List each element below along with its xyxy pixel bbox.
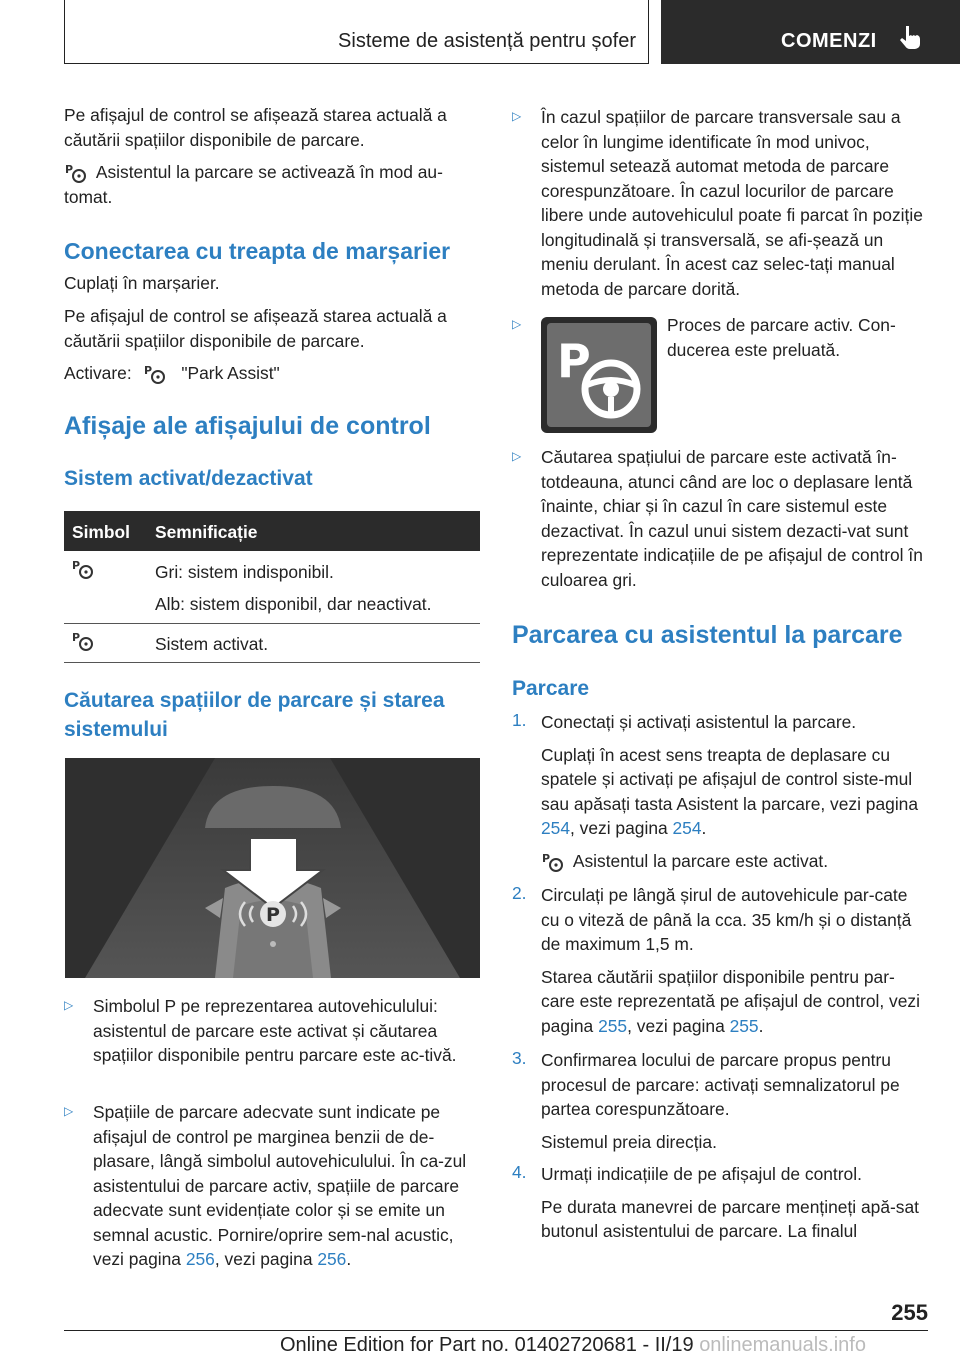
bullet-text: Spațiile de parcare adecvate sunt indicate pe afișajul de control pe marginea benzii de de-plasare, lângă simbolul autovehiculului. În ca-zul asistentului de parcare activ, spațiile de parcare adecvate sunt evidențiate color și se emite un semnal acustic. Pornire/oprire sem-nal acustic, vezi pagina 256, vezi pagina 256. xyxy=(93,1102,467,1269)
p-letter: P xyxy=(557,334,591,388)
symbol-table-header xyxy=(64,511,480,551)
park-assist-icon xyxy=(541,851,569,873)
step-text: Confirmarea locului de parcare propus pentru procesul de parcare: activați semnalizatorul pe partea corespunzătoare. xyxy=(541,1050,900,1119)
parking-display-illustration xyxy=(65,758,480,978)
hand-pointer-icon xyxy=(897,24,923,50)
header-section-title: Sisteme de asistență pentru șofer xyxy=(338,30,636,52)
header-section-box xyxy=(64,0,649,64)
bullet-text: Simbolul P pe reprezentarea autovehiculului: asistentul de parcare este activat și căutarea spațiilor disponibile pentru parcare este ac-tivă. xyxy=(93,996,457,1065)
step-text: Circulați pe lângă șirul de autovehicule par-cate cu o viteză de până la cca. 35 km/h și o distanță de maximum 1,5 m. xyxy=(541,885,912,954)
reverse-instruction: Cuplați în marșarier. xyxy=(64,273,220,293)
svg-text:P: P xyxy=(72,559,81,572)
row1-gray: Gri: sistem indisponibil. xyxy=(155,562,334,582)
page-link[interactable]: 254 xyxy=(541,818,571,838)
heading-displays: Afișaje ale afișajului de control xyxy=(64,412,431,440)
auto-activation-note xyxy=(64,160,480,209)
heading-system-status: Sistem activat/dezactivat xyxy=(64,467,313,490)
intro-paragraph: Pe afișajul de control se afișează starea actuală a căutării spațiilor disponibile de parcare. xyxy=(64,105,447,150)
activation-label: Activare: xyxy=(64,363,132,383)
step-4 xyxy=(512,1162,928,1244)
list-item xyxy=(512,445,928,592)
reverse-status-paragraph: Pe afișajul de control se afișează starea actuală a căutării spațiilor disponibile de parcare. xyxy=(64,306,447,351)
heading-reverse: Conectarea cu treapta de marșarier xyxy=(64,238,451,264)
footer-watermark: onlinemanuals.info xyxy=(699,1334,866,1356)
svg-text:P: P xyxy=(542,851,551,865)
page-link[interactable]: 256 xyxy=(185,1249,215,1269)
table-bottom-rule xyxy=(64,662,480,663)
p-letter: P xyxy=(266,904,280,926)
park-assist-icon xyxy=(71,558,99,580)
svg-text:P: P xyxy=(72,631,81,644)
header-chapter-tab xyxy=(661,0,960,64)
col-meaning: Semnificație xyxy=(155,522,258,542)
step-detail: Pe durata manevrei de parcare mențineți apă-sat butonul asistentului de parcare. La finalul xyxy=(541,1196,919,1241)
step-1 xyxy=(512,710,928,873)
page-link[interactable]: 255 xyxy=(598,1015,628,1036)
svg-text:P: P xyxy=(65,163,74,177)
step-detail: Starea căutării spațiilor disponibile pentru par-care este reprezentată pe afișajul de control, vezi pagina 255, vezi pagina 255. xyxy=(541,966,920,1036)
list-item xyxy=(64,1100,480,1272)
park-assist-active-icon xyxy=(71,630,99,652)
page-link[interactable]: 256 xyxy=(317,1249,347,1269)
step-text: Urmați indicațiile de pe afișajul de control. xyxy=(541,1164,862,1184)
step-number: 4. xyxy=(512,1162,527,1182)
footer-rule xyxy=(64,1330,928,1331)
heading-parking: Parcarea cu asistentul la parcare xyxy=(512,621,903,649)
row2-active: Sistem activat. xyxy=(155,634,269,654)
step-detail: Sistemul preia direcția. xyxy=(541,1131,717,1152)
bullet-text: Proces de parcare activ. Con-ducerea este preluată. xyxy=(667,315,896,360)
row1-white: Alb: sistem disponibil, dar neactivat. xyxy=(155,594,432,614)
auto-activation-text: Asistentul la parcare se activează în mod au-tomat. xyxy=(64,162,443,207)
step-number: 1. xyxy=(512,710,527,730)
activation-menu-item: "Park Assist" xyxy=(181,363,280,383)
activation-line xyxy=(64,361,480,386)
table-divider xyxy=(64,623,480,624)
svg-text:P: P xyxy=(143,364,152,378)
step-number: 2. xyxy=(512,883,527,903)
step-detail: Cuplați în acest sens treapta de deplasare cu spatele și activați pe afișajul de control siste-mul sau apăsați tasta Asistent la parcare, vezi pagina 254, vezi pagina 254. xyxy=(541,744,919,838)
heading-parcare: Parcare xyxy=(512,677,590,700)
step-3 xyxy=(512,1048,928,1154)
triangle-bullet-icon: ▷ xyxy=(64,1104,74,1118)
page-link[interactable]: 254 xyxy=(672,818,702,838)
page-link[interactable]: 255 xyxy=(729,1015,759,1036)
header-chapter-title: COMENZI xyxy=(781,30,877,52)
page-number: 255 xyxy=(891,1300,928,1325)
bullet-text: Căutarea spațiului de parcare este activată în-totdeauna, atunci când are loc o deplasare lentă înainte, chiar și în cazul în care sistemul este dezactivat. În cazul unui sistem dezacti-vat sunt reprezentate indicațiile de pe afișajul de control în culoarea gri. xyxy=(541,447,923,590)
parking-active-symbol xyxy=(541,317,657,433)
step-text: Conectați și activați asistentul la parcare. xyxy=(541,712,857,732)
heading-search-status: Căutarea spațiilor de parcare și starea sistemului xyxy=(64,689,445,741)
triangle-bullet-icon: ▷ xyxy=(512,109,522,123)
step-2 xyxy=(512,883,928,1038)
step-number: 3. xyxy=(512,1048,527,1068)
triangle-bullet-icon: ▷ xyxy=(512,449,522,463)
footer-edition: Online Edition for Part no. 01402720681 - II/19 onlinemanuals.info xyxy=(280,1334,866,1356)
list-item xyxy=(512,105,928,301)
park-assist-icon xyxy=(64,162,92,184)
col-symbol: Simbol xyxy=(72,522,130,542)
list-item xyxy=(64,994,480,1068)
triangle-bullet-icon: ▷ xyxy=(512,317,522,331)
step-note: P Asistentul la parcare este activat. xyxy=(512,849,928,874)
triangle-bullet-icon: ▷ xyxy=(64,998,74,1012)
park-assist-icon xyxy=(141,363,173,385)
bullet-text: În cazul spațiilor de parcare transversale sau a celor în lungime identificate în mod univoc, sistemul setează automat metoda de parcare corespunzătoare. În cazul locurilor de parcare libere unde autovehiculul poate fi parcat în poziție longitudinală și transversală, se afi-șează un meniu derulant. În acest caz selec-tați manual metoda de parcare dorită. xyxy=(541,107,923,299)
